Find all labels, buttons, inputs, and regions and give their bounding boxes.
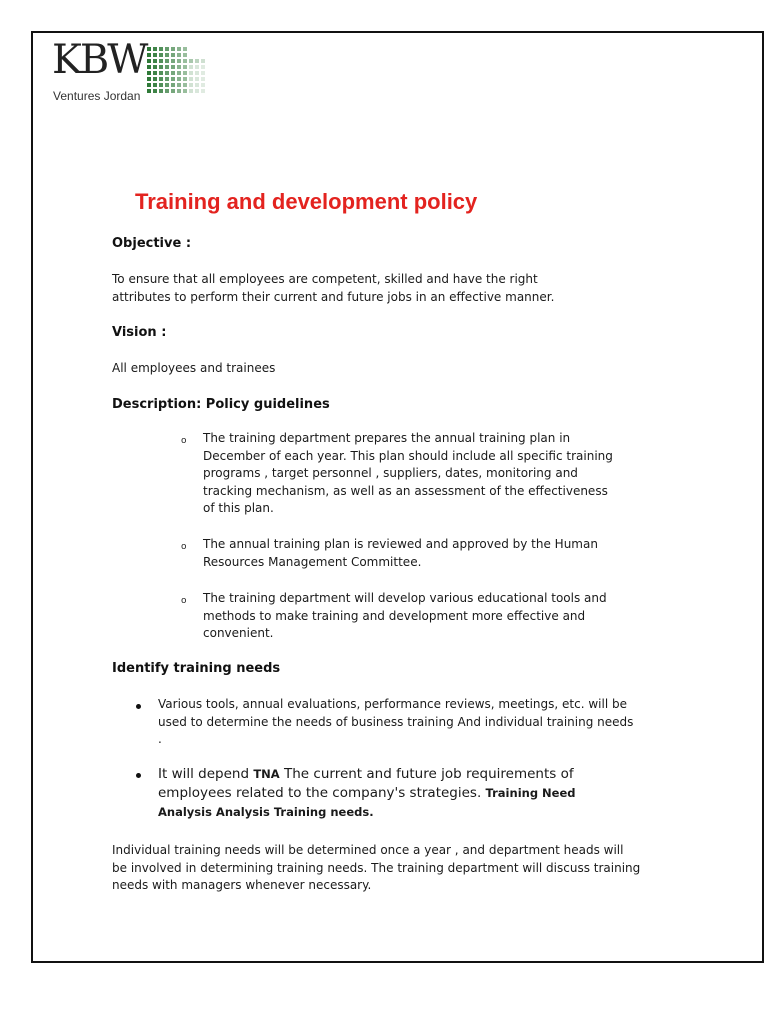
bullet-icon [136,704,141,709]
logo-grid-cell [147,59,151,63]
logo-grid-cell [195,89,199,93]
logo-grid-cell [171,47,175,51]
vision-heading: Vision : [112,325,167,340]
identify-item-2 [158,765,598,822]
logo-grid-cell [189,65,193,69]
logo-grid-cell [177,59,181,63]
logo-grid-cell [159,59,163,63]
logo-grid-cell [165,77,169,81]
logo-grid-cell [153,53,157,57]
logo-grid-cell [171,65,175,69]
logo-grid-cell [177,53,181,57]
logo-grid-cell [147,83,151,87]
logo-grid-cell [153,89,157,93]
logo-grid-cell [201,89,205,93]
logo-grid-cell [147,77,151,81]
description-item: The training department prepares the annual training plan in December of each year. This plan should include all specific training programs , target personnel , suppliers, dates, monitoring and tracking mechanism, as well as an assessment of the effectiveness of this plan. [203,431,613,515]
identify-item-2-tna: TNA [253,767,280,781]
logo-grid-cell [189,71,193,75]
logo-grid-cell [195,71,199,75]
logo-grid-cell [159,77,163,81]
circle-bullet-icon: o [181,542,187,552]
logo-grid-cell [153,59,157,63]
logo-grid-cell [195,83,199,87]
logo-main-text: KBW [52,37,147,83]
logo-grid-cell [165,47,169,51]
logo-grid-cell [165,89,169,93]
logo-grid-cell [189,83,193,87]
logo-grid-cell [159,65,163,69]
logo-grid-cell [195,77,199,81]
objective-heading: Objective : [112,236,192,251]
logo-grid-cell [183,89,187,93]
logo-grid-cell [201,83,205,87]
logo-grid-cell [183,77,187,81]
logo-grid-cell [201,71,205,75]
identify-item-2-prefix: It will depend [158,766,250,782]
logo-grid-cell [159,83,163,87]
identify-item-1: Various tools, annual evaluations, performance reviews, meetings, etc. will be used to determine the needs of business training And individual training needs . [158,697,634,746]
logo-grid-cell [177,47,181,51]
logo-grid-cell [183,47,187,51]
logo-grid-cell [201,59,205,63]
logo-grid-cell [171,89,175,93]
logo-grid-cell [201,65,205,69]
description-heading: Description: Policy guidelines [112,397,330,412]
logo-grid-cell [189,59,193,63]
logo-grid-cell [183,83,187,87]
logo-grid-cell [177,65,181,69]
logo-grid-cell [165,65,169,69]
logo-grid-cell [165,59,169,63]
logo-grid-cell [171,53,175,57]
logo-grid-cell [147,65,151,69]
identify-item-2-main: The current and future job requirements of employees related to the company's strategies. [158,766,574,801]
description-item: The training department will develop various educational tools and methods to make training and development more effective and convenient. [203,591,607,640]
logo-grid-cell [177,71,181,75]
logo-grid-cell [183,59,187,63]
logo-grid-icon [147,46,267,106]
logo-grid-cell [183,71,187,75]
logo-grid-cell [189,77,193,81]
circle-bullet-icon: o [181,436,187,446]
logo-grid-cell [153,71,157,75]
logo-grid-cell [195,65,199,69]
bullet-icon [136,773,141,778]
logo-grid-cell [171,77,175,81]
closing-text: Individual training needs will be determined once a year , and department heads will be involved in determining training needs. The training department will discuss training needs with managers whenever necessary. [112,843,641,892]
logo-grid-cell [183,53,187,57]
logo-grid-cell [201,77,205,81]
logo-grid-cell [153,77,157,81]
logo-grid-cell [147,89,151,93]
logo-grid-cell [165,83,169,87]
identify-heading: Identify training needs [112,661,281,676]
objective-text: To ensure that all employees are competent, skilled and have the right attributes to perform their current and future jobs in an effective manner. [112,272,555,304]
logo-grid-cell [159,89,163,93]
page-title: Training and development policy [135,189,478,214]
logo-sub-text: Ventures Jordan [53,89,141,103]
logo-grid-cell [165,71,169,75]
logo-grid-cell [189,89,193,93]
logo-grid-cell [159,47,163,51]
logo-grid-cell [171,83,175,87]
logo-grid-cell [153,47,157,51]
circle-bullet-icon: o [181,596,187,606]
logo-grid-cell [171,59,175,63]
logo-grid-cell [177,83,181,87]
logo-grid-cell [177,77,181,81]
description-item: The annual training plan is reviewed and approved by the Human Resources Management Committee. [203,537,598,569]
logo-grid-cell [153,83,157,87]
logo-grid-cell [159,53,163,57]
logo-grid-cell [177,89,181,93]
vision-text: All employees and trainees [112,361,276,375]
logo-grid-cell [147,47,151,51]
identify-item-2-suffix: Training Need Analysis Analysis Training needs. [158,786,576,819]
logo-grid-cell [159,71,163,75]
logo-grid-cell [171,71,175,75]
logo-grid-cell [147,71,151,75]
logo-grid-cell [165,53,169,57]
logo-grid-cell [147,53,151,57]
logo-grid-cell [195,59,199,63]
logo-grid-cell [183,65,187,69]
logo-grid-cell [153,65,157,69]
company-logo [52,37,222,108]
